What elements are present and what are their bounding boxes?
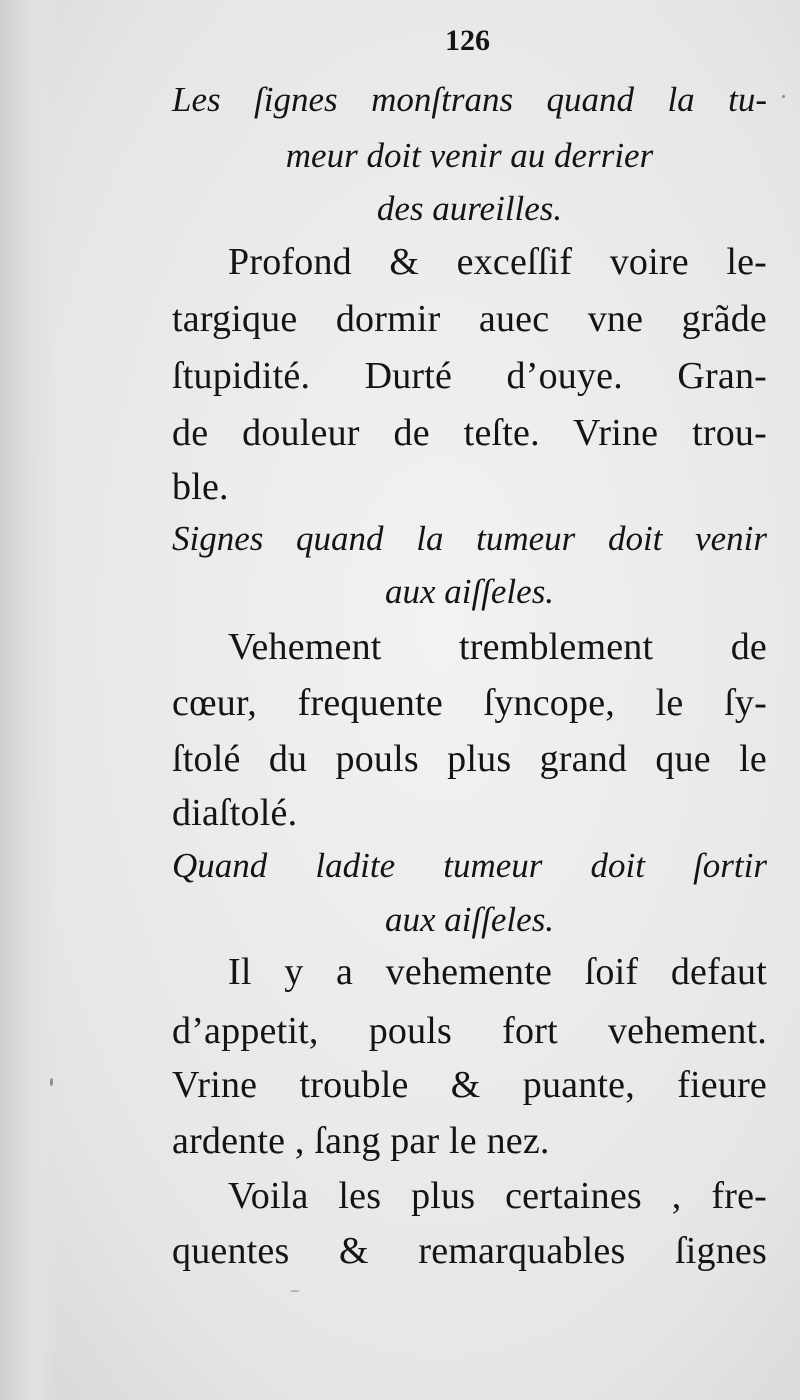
heading-1-line-2: meur doit venir au derrier [285, 136, 654, 175]
heading-3-line-1: Quand ladite tumeur doit ſortir [172, 846, 767, 885]
paper-speck [782, 95, 785, 98]
paragraph-1-line-4: de douleur de teſte. Vrine trou- [172, 412, 767, 454]
page-number: 126 [445, 24, 490, 57]
paragraph-1-line-2: targique dormir auec vne grãde [172, 298, 767, 340]
paragraph-2-line-3: ſtolé du pouls plus grand que le [172, 738, 767, 780]
paragraph-3-line-1: Il y a vehemente ſoif defaut [228, 951, 767, 993]
paragraph-3-line-2: d’appetit, pouls fort vehement. [172, 1010, 767, 1052]
page-gutter-shadow [0, 0, 60, 1400]
paper-speck [50, 1078, 53, 1086]
heading-2-line-1: Signes quand la tumeur doit venir [172, 519, 767, 558]
heading-3-line-2: aux aiſſeles. [384, 900, 555, 939]
paragraph-1-line-3: ſtupidité. Durté d’ouye. Gran- [172, 355, 767, 397]
heading-1-line-3: des aureilles. [376, 189, 563, 228]
heading-1-line-1: Les ſignes monſtrans quand la tu- [172, 80, 767, 119]
heading-2-line-2: aux aiſſeles. [384, 572, 555, 611]
paragraph-4-line-1: Voila les plus certaines , fre- [228, 1175, 767, 1217]
paragraph-3-line-4: ardente , ſang par le nez. [172, 1120, 550, 1162]
paragraph-4-line-2: quentes & remarquables ſignes [172, 1230, 767, 1272]
paragraph-2-line-2: cœur, frequente ſyncope, le ſy- [172, 682, 767, 724]
paragraph-2-line-4: diaſtolé. [172, 792, 298, 834]
paragraph-2-line-1: Vehement tremblement de [228, 626, 767, 668]
paragraph-3-line-3: Vrine trouble & puante, fieure [172, 1064, 767, 1106]
text-block [172, 0, 767, 1400]
paragraph-1-line-5: ble. [172, 466, 229, 508]
paragraph-1-line-1: Profond & exceſſif voire le- [228, 241, 767, 283]
paper-speck [290, 1290, 300, 1292]
